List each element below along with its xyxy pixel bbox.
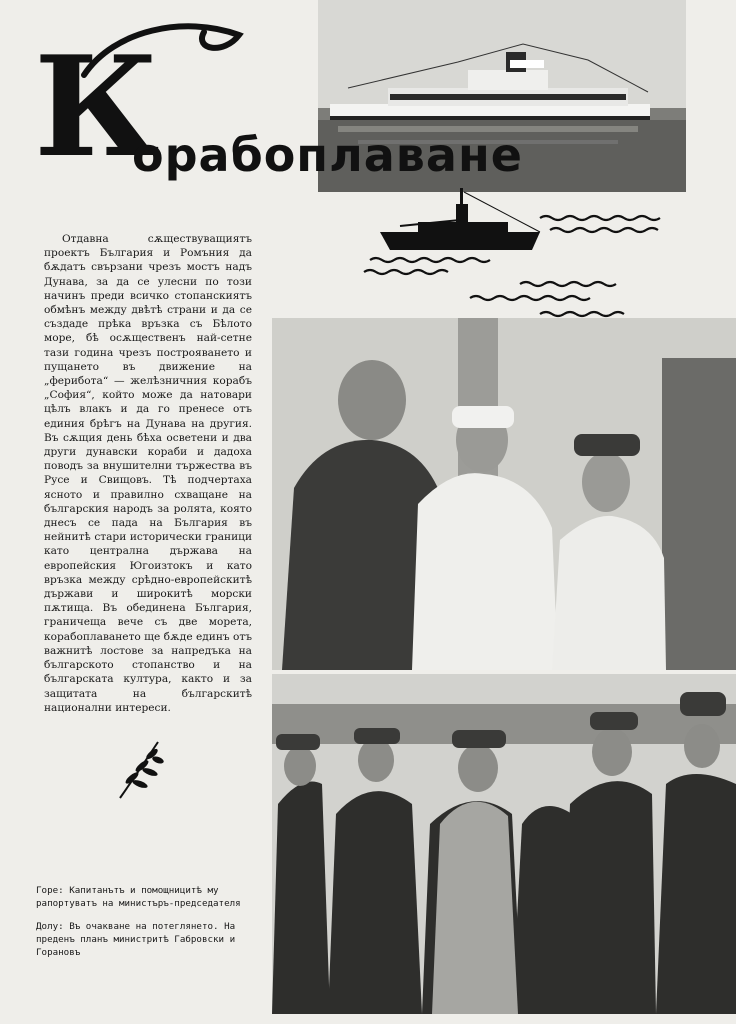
- crowd-photo: [272, 674, 736, 1014]
- caption-top: Горе: Капитанътъ и помощницитѣ му рапортуватъ на министъръ-председателя: [36, 885, 241, 909]
- crowd-photo-image: [272, 674, 736, 1014]
- laurel-branch-icon: [112, 738, 168, 802]
- caption-bottom: Долу: Въ очакване на потеглянето. На преденъ планъ министритѣ Габровски и Горановъ: [36, 921, 236, 958]
- photo-captions: [36, 884, 258, 969]
- title-rest: орабоплаване: [132, 128, 523, 182]
- article-body: Отдавна сѫществуващиятъ проектъ България и Ромъния да бѫдатъ свързани чрезъ мостъ надъ Дунава, за да се улесни по този начинъ преди всичко стопанскиятъ обмѣнъ между двѣтѣ страни и да се създаде прѣка връзка съ Бѣлото море, бѣ осѫщественъ най-сетне тази година чрезъ построяването и пущането въ движение на „ферибота“ — желѣзничния корабъ „София“, който може да натовари цѣлъ влакъ и да го пренесе отъ единия брѣгъ на Дунава на другия. Въ сѫщия день бѣха осветени и два други дунавски кораби и дадоха поводъ за внушителни тържества въ Русе и Свищовъ. Тѣ подчертаха ясното и правилно схващане на българския народъ за ролята, която днесъ се пада на България въ нейнитѣ стари исторически граници като централна държава на европейския Югоизтокъ и като връзка между срѣдно-европейскитѣ държави и широкитѣ морски пѫтища. Въ обединена България, граничеща вече съ двe морета, корабоплаването ще бѫде единъ отъ важнитѣ лостове за напредъка на българското стопанство и на българската култура, както и за защитата на българскитѣ национални интереси.: [44, 233, 252, 714]
- article-title: [34, 20, 644, 190]
- title-initial-letter: К: [34, 25, 160, 188]
- captain-salute-photo: [272, 318, 736, 670]
- captain-salute-photo-image: [272, 318, 736, 670]
